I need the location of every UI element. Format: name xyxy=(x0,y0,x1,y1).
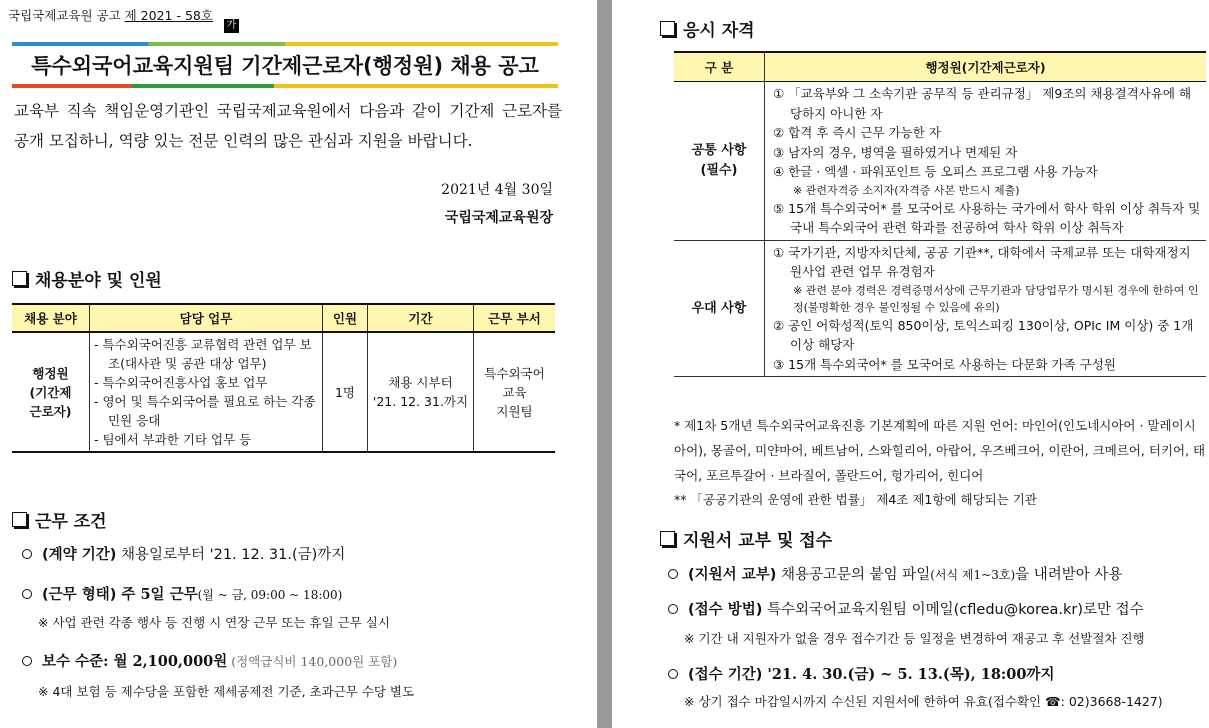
circle-bullet-icon xyxy=(22,656,32,666)
duties-cell: - 특수외국어진흥 교류협력 관련 업무 보조(대사관 및 공관 대상 업무) - 특수외국어진흥사업 홍보 업무 - 영어 및 특수외국어를 필요로 하는 각종 민원 응대 - 팀에서 부과한 기타 업무 등 xyxy=(90,332,323,452)
circle-bullet-icon xyxy=(22,589,32,599)
section-recruitment: 채용분야 및 인원 xyxy=(12,266,162,291)
footnote-institutions: ** 「공공기관의 운영에 관한 법률」 제4조 제1항에 해당되는 기관 xyxy=(674,492,1037,507)
condition-type: (근무 형태) 주 5일 근무(월 ~ 금, 09:00 ~ 18:00) xyxy=(22,583,342,604)
period-cell: 채용 시부터 '21. 12. 31.까지 xyxy=(368,332,474,452)
footnote-languages: * 제1차 5개년 특수외국어교육진흥 기본계획에 따른 지원 언어: 마인어(인도네시아어 · 말레이시아어), 몽골어, 미얀마어, 베트남어, 스와힐리어, 아랍어, 우즈베크어, 이란어, 크메르어, 터키어, 태국어, 포르투갈어 · 브라질어, 폴란드어, 헝가리어, 힌디어 xyxy=(674,418,1206,483)
condition-pay-note: ※ 4대 보험 등 제수당을 포함한 제세공제전 기준, 초과근무 수당 별도 xyxy=(38,684,415,699)
apply-method: (접수 방법) 특수외국어교육지원팀 이메일(cfledu@korea.kr)로만 접수 xyxy=(668,598,1144,619)
common-category: 공통 사항 (필수) xyxy=(674,82,765,241)
section-conditions: 근무 조건 xyxy=(12,507,107,532)
common-items: ① 「교육부와 그 소속기관 공무직 등 관리규정」 제9조의 채용결격사유에 해당하지 아니한 자 ② 합격 후 즉시 근무 가능한 자 ③ 남자의 경우, 병역을 필하였거나 면제된 자 ④ 한글 · 엑셀 · 파워포인트 등 오피스 프로그램 사용 가능자 ※ 관련자격증 소지자(자격증 사본 반드시 제출) ⑤ 15개 특수외국어* 를 모국어로 사용하는 국가에서 학사 학위 이상 취득자 및 국내 특수외국어 관련 학과를 전공하여 학사 학위 이상 취득자 xyxy=(765,82,1207,241)
circle-bullet-icon xyxy=(668,569,678,579)
checkbox-icon xyxy=(660,21,675,36)
dept-cell: 특수외국어 교육 지원팀 xyxy=(474,332,556,452)
qualification-table xyxy=(674,51,1206,377)
header-field: 채용 분야 xyxy=(12,304,90,332)
preferred-items: ① 국가기관, 지방자치단체, 공공 기관**, 대학에서 국제교류 또는 대학재정지원사업 관련 업무 유경험자 ※ 관련 분야 경력은 경력증명서상에 근무기관과 담당업무가 명시된 경우에 한하여 인정(불명확한 경우 불인정될 수 있음에 유의) ② 공인 어학성적(토익 850이상, 토익스피킹 130이상, OPIc IM 이상) 중 1개 이상 해당자 ③ 15개 특수외국어* 를 모국어로 사용하는 다문화 가족 구성원 xyxy=(765,240,1207,377)
recruitment-table xyxy=(12,303,555,453)
document-number: 국립국제교육원 공고 제 2021 - 58호 xyxy=(8,8,213,23)
page-title: 특수외국어교육지원팀 기간제근로자(행정원) 채용 공고 xyxy=(31,54,539,78)
apply-form: (지원서 교부) 채용공고문의 붙임 파일(서식 제1~3호)을 내려받아 사용 xyxy=(668,563,1122,584)
circle-bullet-icon xyxy=(22,549,32,559)
preferred-category: 우대 사항 xyxy=(674,240,765,377)
document-page-left xyxy=(0,0,597,728)
announcement-date: 2021년 4월 30일 xyxy=(441,182,553,198)
issuer: 국립국제교육원장 xyxy=(444,210,553,226)
header-category: 구 분 xyxy=(674,52,765,82)
checkbox-icon xyxy=(12,512,27,527)
condition-type-note: ※ 사업 관련 각종 행사 등 진행 시 연장 근무 또는 휴일 근무 실시 xyxy=(38,615,390,630)
section-application: 지원서 교부 및 접수 xyxy=(660,526,832,551)
header-position: 행정원(기간제근로자) xyxy=(765,52,1207,82)
condition-pay: 보수 수준: 월 2,100,000원 (정액급식비 140,000원 포함) xyxy=(22,650,397,671)
field-cell: 행정원 (기간제 근로자) xyxy=(12,332,90,452)
header-period: 기간 xyxy=(368,304,474,332)
apply-method-note: ※ 기간 내 지원자가 없을 경우 접수기간 등 일정을 변경하여 재공고 후 선발절차 진행 xyxy=(684,631,1145,646)
ime-indicator: 가 xyxy=(224,19,239,33)
checkbox-icon xyxy=(12,271,27,286)
header-count: 인원 xyxy=(323,304,368,332)
circle-bullet-icon xyxy=(668,669,678,679)
title-top-bar xyxy=(12,42,558,46)
circle-bullet-icon xyxy=(668,604,678,614)
header-dept: 근무 부서 xyxy=(474,304,556,332)
condition-contract: (계약 기간) 채용일로부터 '21. 12. 31.(금)까지 xyxy=(22,543,345,564)
section-qualifications: 응시 자격 xyxy=(660,16,755,41)
page-gap xyxy=(597,0,612,728)
document-page-right xyxy=(612,0,1209,728)
checkbox-icon xyxy=(660,531,675,546)
count-cell: 1명 xyxy=(323,332,368,452)
header-duties: 담당 업무 xyxy=(90,304,323,332)
title-bottom-bar xyxy=(12,84,558,88)
apply-period: (접수 기간) '21. 4. 30.(금) ~ 5. 13.(목), 18:00까지 xyxy=(668,663,1054,684)
apply-period-note: ※ 상기 접수 마감일시까지 수신된 지원서에 한하여 유효(접수확인 ☎: 02)3668-1427) xyxy=(684,694,1163,709)
intro-paragraph: 교육부 직속 책임운영기관인 국립국제교육원에서 다음과 같이 기간제 근로자를 공개 모집하니, 역량 있는 전문 인력의 많은 관심과 지원을 바랍니다. xyxy=(14,102,562,150)
